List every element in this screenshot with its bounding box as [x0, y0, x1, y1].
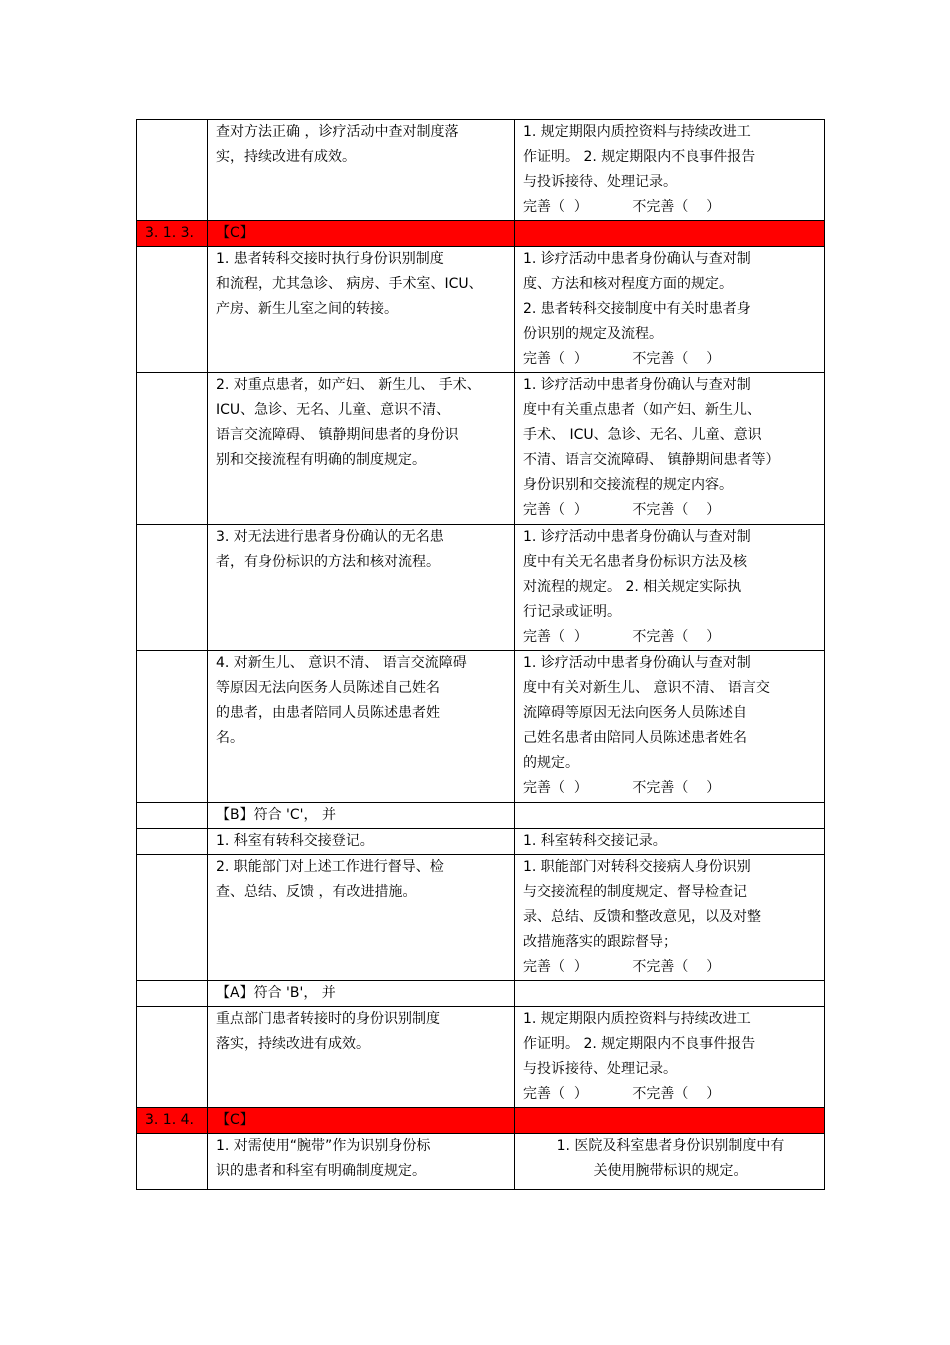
requirement-text-line: 3. 对无法进行患者身份确认的无名患 [216, 529, 444, 545]
table-row [137, 247, 825, 373]
evidence-cell [515, 120, 825, 221]
item-number-cell [137, 1134, 208, 1190]
evidence-text-line: 份识别的规定及流程。 [523, 326, 663, 342]
item-number-cell [137, 525, 208, 651]
evidence-text-line: 1. 诊疗活动中患者身份确认与查对制 [523, 655, 751, 671]
evidence-text-line: 作证明。 2. 规定期限内不良事件报告 [523, 1036, 756, 1052]
requirement-text-line: 名。 [216, 730, 244, 746]
requirement-text-line: 【A】符合 'B'， 并 [216, 985, 336, 1001]
requirement-cell [208, 855, 515, 981]
requirement-cell [208, 651, 515, 803]
evidence-text-line: 关使用腕带标识的规定。 [593, 1163, 748, 1179]
item-number: 3. 1. 4. [145, 1112, 194, 1128]
evidence-text-line: 度中有关对新生儿、 意识不清、 语言交 [523, 680, 770, 696]
requirement-text-line: 识的患者和科室有明确制度规定。 [216, 1163, 426, 1179]
completeness-status: 完善（ ） 不完善（ ） [523, 199, 721, 215]
requirement-text-line: 1. 患者转科交接时执行身份识别制度 [216, 251, 444, 267]
section-header-row [137, 1108, 825, 1134]
requirement-text-line: 查、总结、反馈 ，有改进措施。 [216, 884, 417, 900]
requirement-text-line: 的患者，由患者陪同人员陈述患者姓 [216, 705, 440, 721]
requirement-text-line: 和流程，尤其急诊、 病房、手术室、ICU、 [216, 276, 483, 292]
requirement-cell [208, 247, 515, 373]
evidence-text-line: 行记录或证明。 [523, 604, 621, 620]
table-row [137, 855, 825, 981]
evidence-text-line: 度中有关无名患者身份标识方法及核 [523, 554, 747, 570]
requirement-text-line: 落实，持续改进有成效。 [216, 1036, 370, 1052]
item-number-cell [137, 221, 208, 247]
evidence-text-line: 改措施落实的跟踪督导； [523, 934, 677, 950]
requirement-cell [208, 221, 515, 247]
evidence-cell [515, 855, 825, 981]
requirement-text-line: 等原因无法向医务人员陈述自己姓名 [216, 680, 440, 696]
evidence-cell [515, 525, 825, 651]
evidence-cell [515, 803, 825, 829]
requirement-cell [208, 829, 515, 855]
table-row [137, 373, 825, 525]
evidence-text-line: 度、方法和核对程度方面的规定。 [523, 276, 733, 292]
requirement-text-line: 重点部门患者转接时的身份识别制度 [216, 1011, 440, 1027]
requirement-text-line: 1. 科室有转科交接登记。 [216, 833, 374, 849]
evidence-text-line: 身份识别和交接流程的规定内容。 [523, 477, 733, 493]
evidence-text-line: 与投诉接待、处理记录。 [523, 174, 677, 190]
completeness-status: 完善（ ） 不完善（ ） [523, 629, 721, 645]
requirement-text-line: 【B】符合 'C'， 并 [216, 807, 336, 823]
table-row [137, 1007, 825, 1108]
requirement-cell [208, 1134, 515, 1190]
item-number-cell [137, 1108, 208, 1134]
requirement-text-line: 产房、新生儿室之间的转接。 [216, 301, 398, 317]
standards-table [136, 119, 825, 1190]
item-number-cell [137, 1007, 208, 1108]
requirement-cell [208, 803, 515, 829]
evidence-cell [515, 1134, 825, 1190]
evidence-cell [515, 247, 825, 373]
item-number-cell [137, 373, 208, 525]
table-row [137, 120, 825, 221]
evidence-text-line: 不清、语言交流障碍、 镇静期间患者等） [523, 452, 780, 468]
requirement-text-line: ICU、急诊、无名、儿童、意识不清、 [216, 402, 451, 418]
evidence-text-line: 对流程的规定。 2. 相关规定实际执 [523, 579, 742, 595]
table-row [137, 1134, 825, 1190]
requirement-text-line: 语言交流障碍、 镇静期间患者的身份识 [216, 427, 459, 443]
evidence-text-line: 1. 规定期限内质控资料与持续改进工 [523, 1011, 751, 1027]
item-number-cell [137, 829, 208, 855]
evidence-text-line: 己姓名患者由陪同人员陈述患者姓名 [523, 730, 747, 746]
completeness-status: 完善（ ） 不完善（ ） [523, 1086, 721, 1102]
requirement-cell [208, 1007, 515, 1108]
table-row [137, 803, 825, 829]
evidence-text-line: 1. 诊疗活动中患者身份确认与查对制 [523, 529, 751, 545]
requirement-cell [208, 1108, 515, 1134]
evidence-text-line: 录、总结、反馈和整改意见，以及对整 [523, 909, 761, 925]
requirement-text-line: 【C】 [216, 225, 254, 241]
evidence-text-line: 1. 诊疗活动中患者身份确认与查对制 [523, 251, 751, 267]
evidence-text-line: 流障碍等原因无法向医务人员陈述自 [523, 705, 747, 721]
item-number-cell [137, 855, 208, 981]
evidence-text-line: 2. 患者转科交接制度中有关时患者身 [523, 301, 751, 317]
evidence-text-line: 度中有关重点患者（如产妇、新生儿、 [523, 402, 761, 418]
item-number-cell [137, 803, 208, 829]
requirement-text-line: 【C】 [216, 1112, 254, 1128]
evidence-text-line: 1. 科室转科交接记录。 [523, 833, 667, 849]
evidence-cell [515, 1108, 825, 1134]
evidence-text-line: 作证明。 2. 规定期限内不良事件报告 [523, 149, 756, 165]
evidence-text-line: 手术、 ICU、急诊、无名、儿童、意识 [523, 427, 762, 443]
evidence-text-line: 1. 诊疗活动中患者身份确认与查对制 [523, 377, 751, 393]
table-row [137, 651, 825, 803]
evidence-text-line: 与交接流程的制度规定、督导检查记 [523, 884, 747, 900]
requirement-text-line: 者，有身份标识的方法和核对流程。 [216, 554, 440, 570]
item-number: 3. 1. 3. [145, 225, 194, 241]
evidence-cell [515, 1007, 825, 1108]
requirement-text-line: 4. 对新生儿、 意识不清、 语言交流障碍 [216, 655, 467, 671]
table-row [137, 525, 825, 651]
requirement-cell [208, 525, 515, 651]
requirement-cell [208, 120, 515, 221]
evidence-text-line: 1. 规定期限内质控资料与持续改进工 [523, 124, 751, 140]
evidence-cell [515, 829, 825, 855]
evidence-text-line: 的规定。 [523, 755, 579, 771]
item-number-cell [137, 981, 208, 1007]
completeness-status: 完善（ ） 不完善（ ） [523, 780, 721, 796]
requirement-text-line: 1. 对需使用“腕带”作为识别身份标 [216, 1138, 431, 1154]
evidence-text-line: 1. 职能部门对转科交接病人身份识别 [523, 859, 751, 875]
requirement-text-line: 查对方法正确 ，诊疗活动中查对制度落 [216, 124, 459, 140]
evidence-text-line: 与投诉接待、处理记录。 [523, 1061, 677, 1077]
table-row [137, 829, 825, 855]
requirement-cell [208, 981, 515, 1007]
completeness-status: 完善（ ） 不完善（ ） [523, 351, 721, 367]
evidence-cell [515, 221, 825, 247]
requirement-text-line: 2. 对重点患者，如产妇、 新生儿、 手术、 [216, 377, 481, 393]
item-number-cell [137, 247, 208, 373]
table-row [137, 981, 825, 1007]
evidence-cell [515, 651, 825, 803]
evidence-cell [515, 981, 825, 1007]
requirement-cell [208, 373, 515, 525]
evidence-text-line: 1. 医院及科室患者身份识别制度中有 [556, 1138, 785, 1154]
completeness-status: 完善（ ） 不完善（ ） [523, 502, 721, 518]
evidence-cell [515, 373, 825, 525]
requirement-text-line: 实，持续改进有成效。 [216, 149, 356, 165]
requirement-text-line: 别和交接流程有明确的制度规定。 [216, 452, 426, 468]
requirement-text-line: 2. 职能部门对上述工作进行督导、检 [216, 859, 444, 875]
section-header-row [137, 221, 825, 247]
item-number-cell [137, 120, 208, 221]
completeness-status: 完善（ ） 不完善（ ） [523, 959, 721, 975]
item-number-cell [137, 651, 208, 803]
